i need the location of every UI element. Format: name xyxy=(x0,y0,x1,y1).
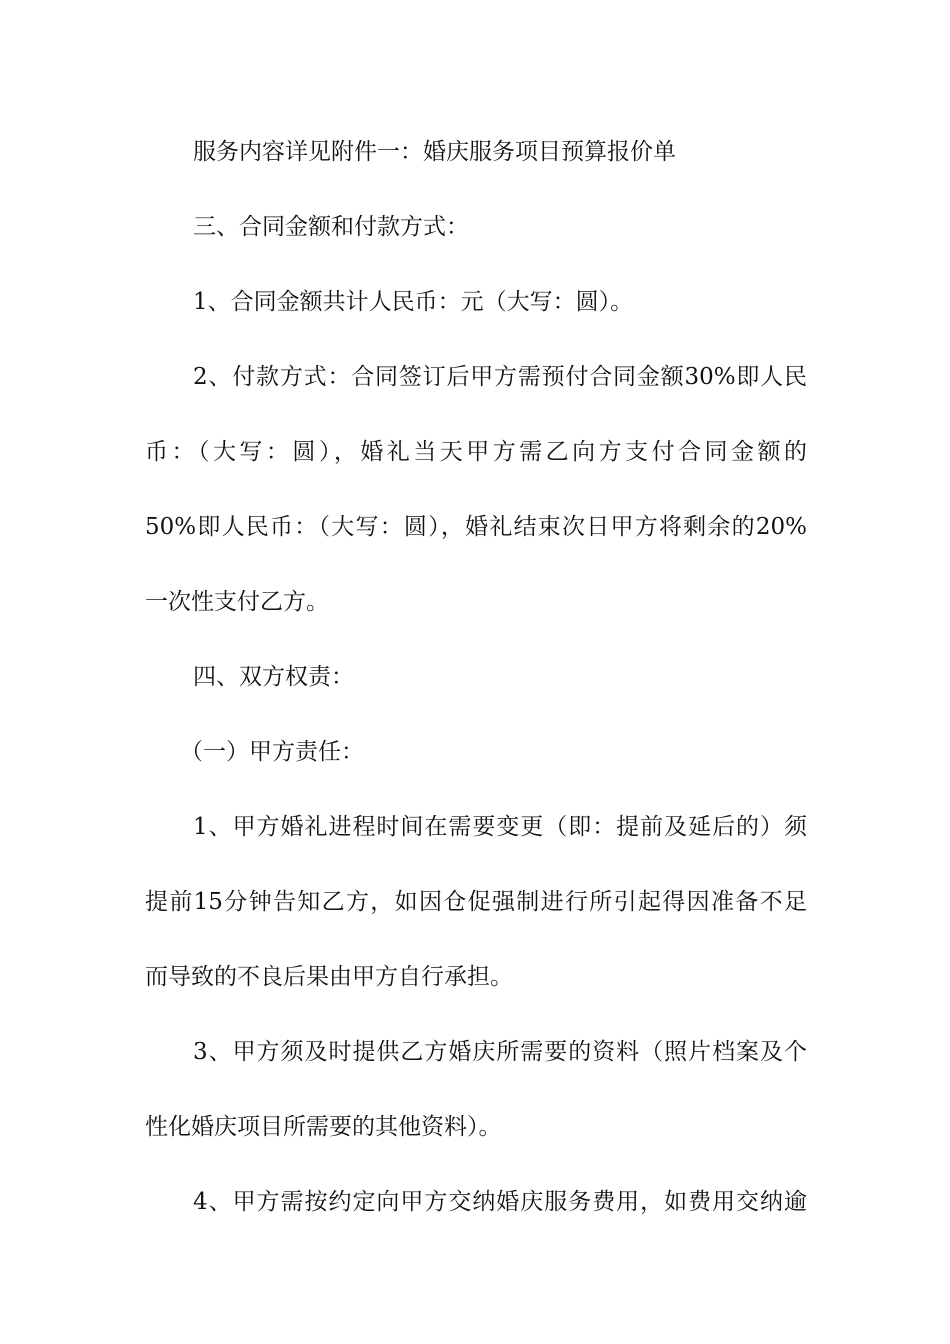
paragraph-provide-materials-line-1: 3、甲方须及时提供乙方婚庆所需要的资料（照片档案及个 xyxy=(193,1039,807,1065)
paragraph-contract-total: 1、合同金额共计人民币：元（大写：圆）。 xyxy=(193,289,634,315)
heading-contract-amount: 三、合同金额和付款方式： xyxy=(193,214,469,240)
paragraph-payment-method-line-2: 币：（大写：圆），婚礼当天甲方需乙向方支付合同金额的 xyxy=(145,439,807,465)
paragraph-provide-materials-line-2: 性化婚庆项目所需要的其他资料）。 xyxy=(145,1114,502,1140)
paragraph-payment-method-line-1: 2、付款方式：合同签订后甲方需预付合同金额30%即人民 xyxy=(193,364,807,390)
paragraph-service-content: 服务内容详见附件一：婚庆服务项目预算报价单 xyxy=(193,139,676,165)
paragraph-payment-method-line-4: 一次性支付乙方。 xyxy=(145,589,329,615)
paragraph-schedule-change-line-2: 提前15分钟告知乙方，如因仓促强制进行所引起得因准备不足 xyxy=(145,889,807,915)
heading-rights-responsibilities: 四、双方权责： xyxy=(193,664,354,690)
paragraph-schedule-change-line-1: 1、甲方婚礼进程时间在需要变更（即：提前及延后的）须 xyxy=(193,814,807,840)
subheading-party-a-responsibility: （一）甲方责任： xyxy=(180,739,364,765)
paragraph-schedule-change-line-3: 而导致的不良后果由甲方自行承担。 xyxy=(145,964,513,990)
paragraph-payment-method-line-3: 50%即人民币：（大写：圆），婚礼结束次日甲方将剩余的20% xyxy=(145,514,807,540)
paragraph-service-fee-line-1: 4、甲方需按约定向甲方交纳婚庆服务费用，如费用交纳逾 xyxy=(193,1189,807,1215)
